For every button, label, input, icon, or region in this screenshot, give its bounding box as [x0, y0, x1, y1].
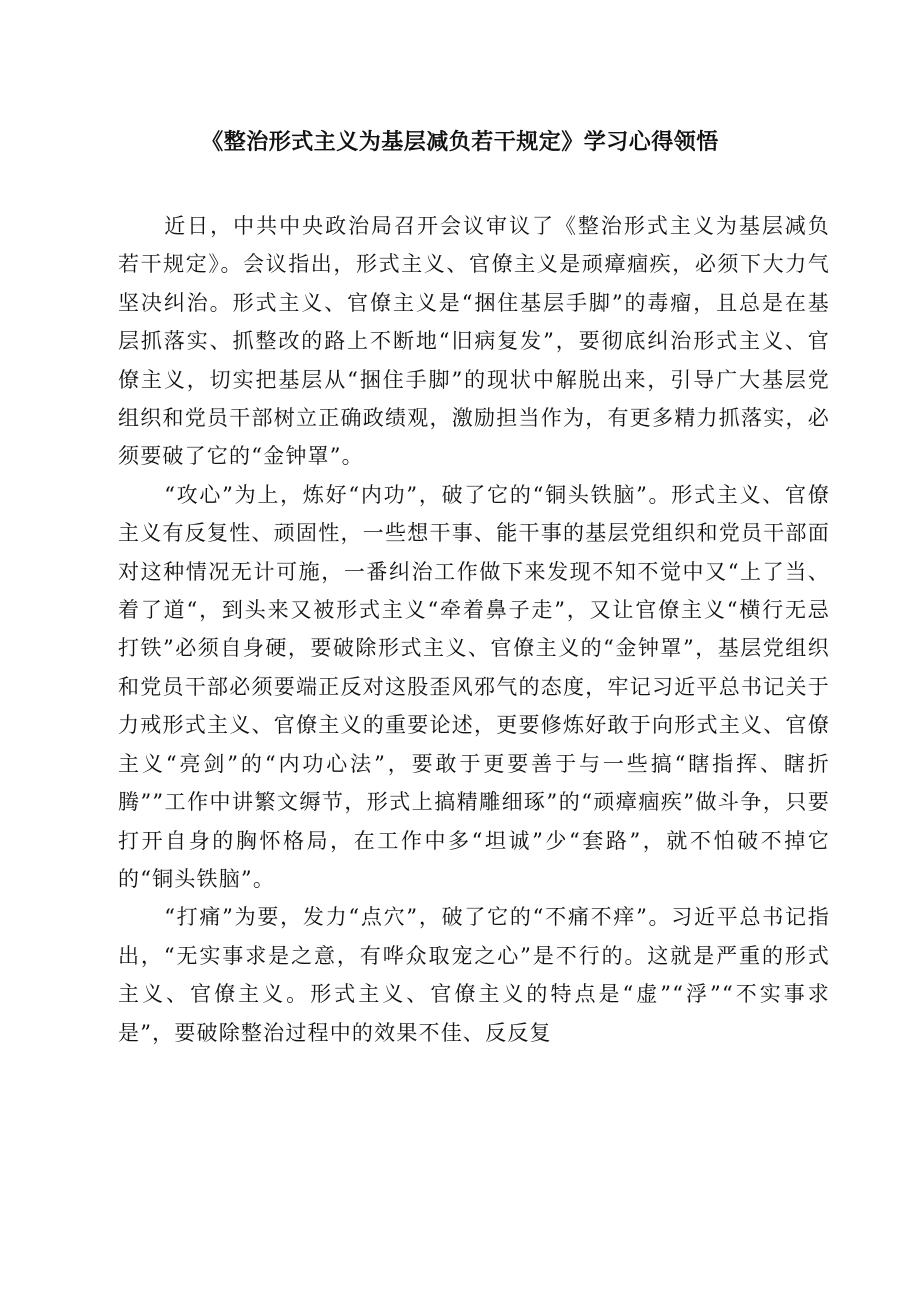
paragraph-2: “攻心”为上，炼好“内功”，破了它的“铜头铁脑”。形式主义、官僚主义有反复性、顽固性，一些想干事、能干事的基层党组织和党员干部面对这种情况无计可施，一番纠治工作做下来发现不知不觉中又“上了当、着了道“，到头来又被形式主义“牵着鼻子走”，又让官僚主义“横行无忌打铁”必须自身硬，要破除形式主义、官僚主义的“金钟罩”，基层党组织和党员干部必须要端正反对这股歪风邪气的态度，牢记习近平总书记关于力戒形式主义、官僚主义的重要论述，更要修炼好敢于向形式主义、官僚主义“亮剑”的“内功心法”，要敢于更要善于与一些搞“瞎指挥、瞎折腾””工作中讲繁文缛节，形式上搞精雕细琢”的“顽瘴痼疾”做斗争，只要打开自身的胸怀格局，在工作中多“坦诚”少“套路”，就不怕破不掉它的“铜头铁脑”。 — [118, 482, 830, 891]
paragraph-3: “打痛”为要，发力“点穴”，破了它的“不痛不痒”。习近平总书记指出，“无实事求是之意，有哗众取宠之心”是不行的。这就是严重的形式主义、官僚主义。形式主义、官僚主义的特点是“虚”“浮”“不实事求是”，要破除整治过程中的效果不佳、反反复 — [118, 905, 830, 1045]
document-title: 《整治形式主义为基层减负若干规定》学习心得领悟 — [201, 130, 719, 155]
paragraph-1: 近日，中共中央政治局召开会议审议了《整治形式主义为基层减负若干规定》。会议指出，形式主义、官僚主义是顽瘴痼疾，必须下大力气坚决纠治。形式主义、官僚主义是“捆住基层手脚”的毒瘤，且总是在基层抓落实、抓整改的路上不断地“旧病复发”，要彻底纠治形式主义、官僚主义，切实把基层从“捆住手脚”的现状中解脱出来，引导广大基层党组织和党员干部树立正确政绩观，激励担当作为，有更多精力抓落实，必须要破了它的“金钟罩”。 — [118, 214, 830, 469]
document-body — [118, 207, 830, 1052]
